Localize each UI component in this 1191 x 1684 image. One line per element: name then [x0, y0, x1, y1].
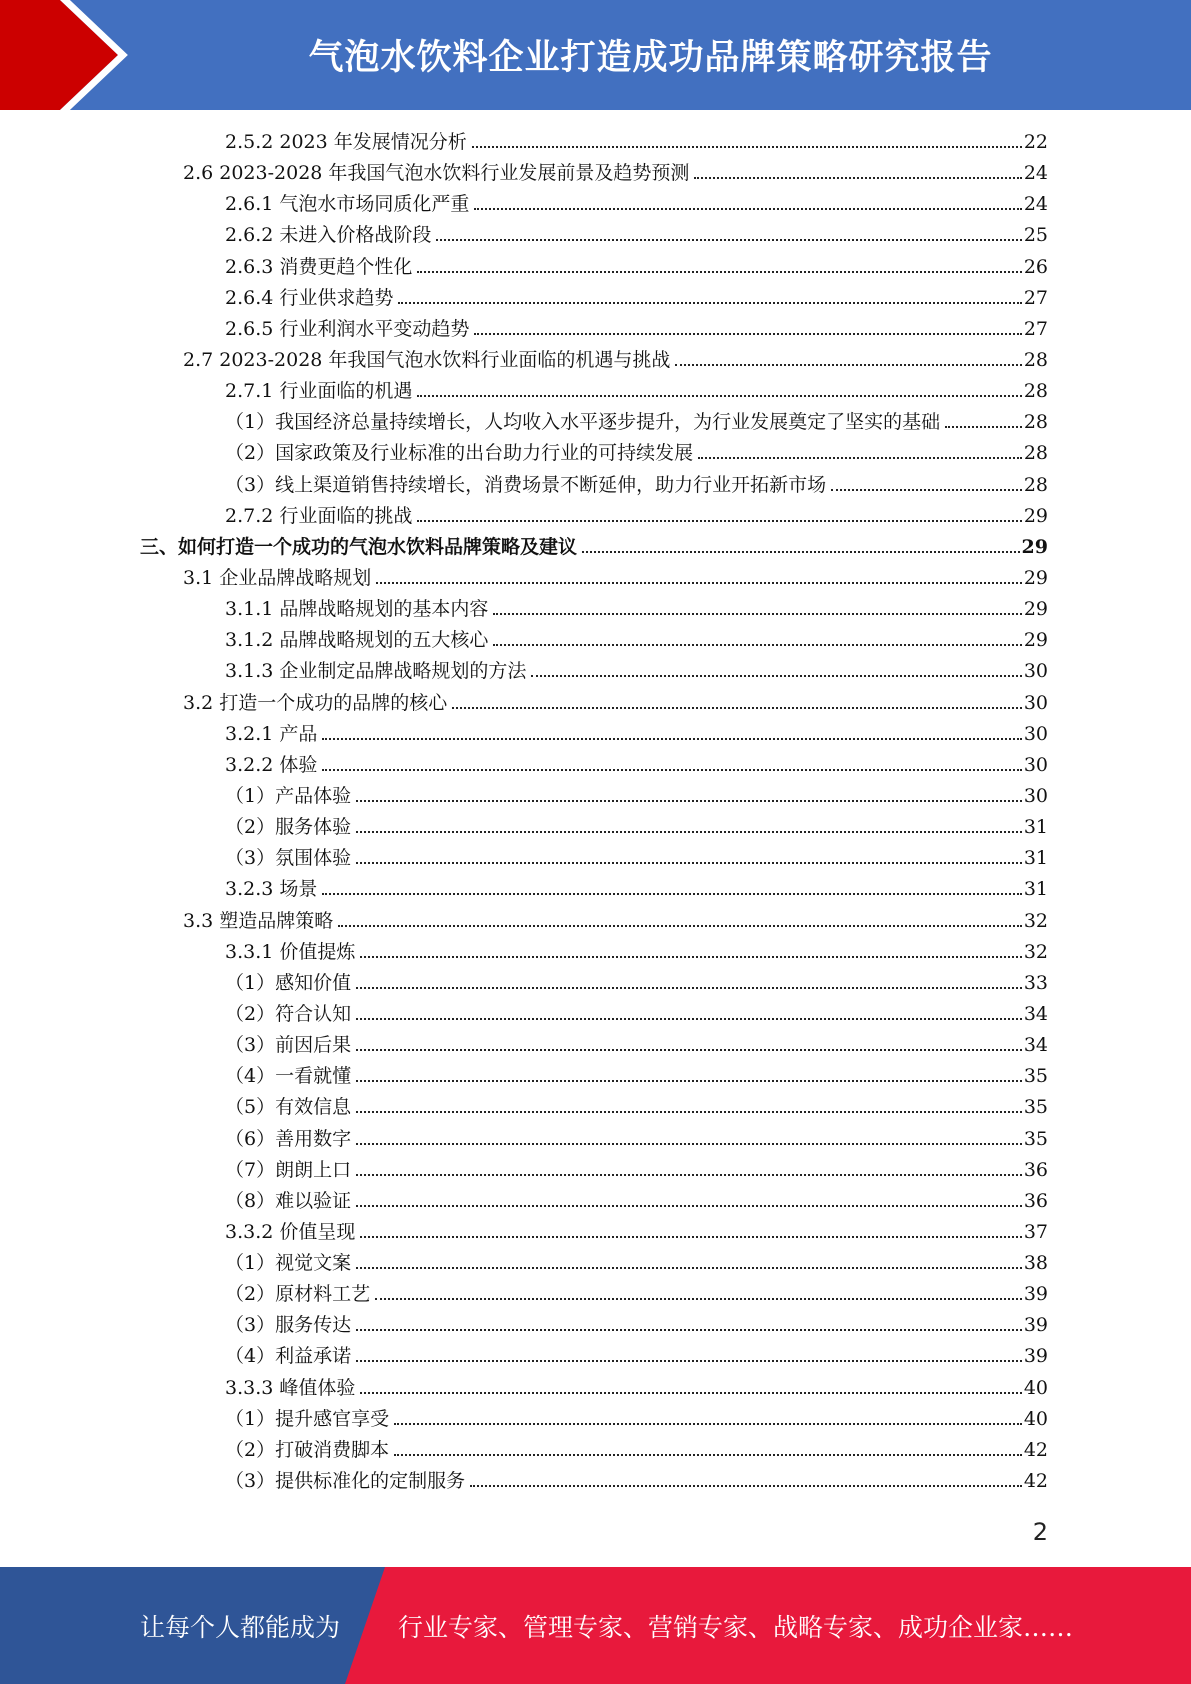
toc-entry[interactable] [0, 1030, 1191, 1061]
toc-entry-title: 3.2.2 体验 [225, 753, 318, 776]
table-of-contents [0, 127, 1191, 1497]
toc-entry-title: 3.1.1 品牌战略规划的基本内容 [225, 598, 489, 621]
toc-entry-title: 2.7 2023-2028 年我国气泡水饮料行业面临的机遇与挑战 [183, 348, 671, 371]
toc-dot-leader [356, 1342, 1022, 1362]
toc-dot-leader [322, 720, 1021, 740]
toc-entry-page: 35 [1023, 1065, 1048, 1088]
toc-entry-title: 2.6.1 气泡水市场同质化严重 [225, 193, 470, 216]
toc-entry-page: 37 [1023, 1220, 1048, 1243]
toc-entry[interactable] [0, 781, 1191, 812]
report-header [0, 0, 1191, 110]
toc-entry-page: 39 [1023, 1345, 1048, 1368]
toc-entry[interactable] [0, 1279, 1191, 1310]
toc-dot-leader [831, 471, 1022, 491]
toc-entry[interactable] [0, 438, 1191, 469]
toc-entry[interactable] [0, 843, 1191, 874]
toc-entry[interactable] [0, 127, 1191, 158]
toc-entry[interactable] [0, 532, 1191, 563]
toc-entry-page: 24 [1023, 193, 1048, 216]
toc-dot-leader [356, 1187, 1022, 1207]
toc-entry[interactable] [0, 501, 1191, 532]
toc-entry[interactable] [0, 220, 1191, 251]
toc-entry-page: 36 [1023, 1189, 1048, 1212]
toc-entry-title: 3.2.3 场景 [225, 878, 318, 901]
toc-entry-title: （1）我国经济总量持续增长，人均收入水平逐步提升，为行业发展奠定了坚实的基础 [225, 411, 941, 434]
toc-entry[interactable] [0, 1373, 1191, 1404]
toc-entry-page: 28 [1023, 442, 1048, 465]
toc-entry[interactable] [0, 283, 1191, 314]
toc-entry[interactable] [0, 1155, 1191, 1186]
toc-entry-title: （6）善用数字 [225, 1127, 352, 1150]
toc-entry-page: 28 [1023, 473, 1048, 496]
toc-entry-page: 27 [1023, 286, 1048, 309]
toc-dot-leader [417, 253, 1021, 273]
toc-entry-page: 40 [1023, 1407, 1048, 1430]
toc-entry-title: 2.6.3 消费更趋个性化 [225, 255, 413, 278]
toc-entry-page: 31 [1023, 816, 1048, 839]
toc-entry-page: 40 [1023, 1376, 1048, 1399]
toc-dot-leader [356, 1000, 1022, 1020]
toc-entry-page: 42 [1023, 1438, 1048, 1461]
toc-entry-page: 34 [1023, 1034, 1048, 1057]
toc-entry-page: 33 [1023, 971, 1048, 994]
toc-dot-leader [394, 1405, 1022, 1425]
toc-entry[interactable] [0, 688, 1191, 719]
toc-dot-leader [417, 502, 1021, 522]
toc-entry-title: 3.3 塑造品牌策略 [183, 909, 334, 932]
toc-dot-leader [436, 221, 1021, 241]
toc-dot-leader [375, 1280, 1022, 1300]
toc-entry[interactable] [0, 1248, 1191, 1279]
toc-entry-title: （4）利益承诺 [225, 1345, 352, 1368]
toc-entry-page: 29 [1023, 629, 1048, 652]
toc-entry-title: （1）提升感官享受 [225, 1407, 390, 1430]
toc-entry-title: 3.1.2 品牌战略规划的五大核心 [225, 629, 489, 652]
toc-dot-leader [360, 1374, 1021, 1394]
toc-dot-leader [582, 533, 1020, 553]
toc-dot-leader [675, 346, 1021, 366]
toc-entry-title: （7）朗朗上口 [225, 1158, 352, 1181]
toc-entry[interactable] [0, 1466, 1191, 1497]
toc-entry[interactable] [0, 1435, 1191, 1466]
toc-entry[interactable] [0, 1404, 1191, 1435]
toc-entry-page: 32 [1023, 909, 1048, 932]
toc-dot-leader [698, 439, 1022, 459]
toc-dot-leader [356, 1062, 1022, 1082]
page-number: 2 [1032, 1518, 1048, 1546]
toc-entry[interactable] [0, 625, 1191, 656]
report-title: 气泡水饮料企业打造成功品牌策略研究报告 [308, 38, 993, 78]
toc-entry-page: 29 [1021, 535, 1048, 558]
toc-entry[interactable] [0, 189, 1191, 220]
toc-dot-leader [452, 689, 1022, 709]
toc-dot-leader [322, 751, 1021, 771]
toc-dot-leader [356, 782, 1022, 802]
toc-entry-page: 30 [1023, 753, 1048, 776]
toc-entry-title: （3）前因后果 [225, 1034, 352, 1057]
toc-dot-leader [338, 907, 1022, 927]
footer-slogan-right: 行业专家、管理专家、营销专家、战略专家、成功企业家…… [398, 1612, 1074, 1642]
toc-entry-title: 2.6.5 行业利润水平变动趋势 [225, 317, 470, 340]
toc-entry-page: 28 [1023, 380, 1048, 403]
toc-dot-leader [376, 564, 1022, 584]
toc-entry-title: 3.2.1 产品 [225, 722, 318, 745]
toc-entry-title: 2.7.1 行业面临的机遇 [225, 380, 413, 403]
toc-entry[interactable] [0, 1061, 1191, 1092]
toc-entry-title: （2）打破消费脚本 [225, 1438, 390, 1461]
toc-dot-leader [356, 969, 1022, 989]
toc-entry[interactable] [0, 594, 1191, 625]
toc-entry[interactable] [0, 812, 1191, 843]
toc-entry-title: 3.3.1 价值提炼 [225, 940, 356, 963]
toc-entry-page: 30 [1023, 784, 1048, 807]
toc-entry[interactable] [0, 750, 1191, 781]
toc-dot-leader [694, 159, 1021, 179]
toc-entry[interactable] [0, 407, 1191, 438]
toc-dot-leader [356, 1311, 1022, 1331]
toc-entry-title: 3.1 企业品牌战略规划 [183, 566, 372, 589]
toc-dot-leader [474, 315, 1021, 335]
toc-dot-leader [356, 1249, 1022, 1269]
toc-entry[interactable] [0, 1310, 1191, 1341]
toc-entry-page: 36 [1023, 1158, 1048, 1181]
toc-entry-page: 24 [1023, 162, 1048, 185]
toc-entry[interactable] [0, 158, 1191, 189]
toc-entry-page: 32 [1023, 940, 1048, 963]
toc-dot-leader [356, 813, 1022, 833]
toc-entry-title: 2.6.2 未进入价格战阶段 [225, 224, 432, 247]
toc-entry-page: 30 [1023, 722, 1048, 745]
toc-entry[interactable] [0, 1092, 1191, 1123]
toc-entry-title: （2）符合认知 [225, 1002, 352, 1025]
toc-entry-title: （3）氛围体验 [225, 847, 352, 870]
toc-entry[interactable] [0, 874, 1191, 905]
toc-entry[interactable] [0, 719, 1191, 750]
toc-entry[interactable] [0, 937, 1191, 968]
toc-entry[interactable] [0, 563, 1191, 594]
toc-entry-page: 28 [1023, 411, 1048, 434]
toc-entry-title: （1）感知价值 [225, 971, 352, 994]
toc-entry-page: 35 [1023, 1127, 1048, 1150]
toc-entry-title: 2.7.2 行业面临的挑战 [225, 504, 413, 527]
toc-entry-page: 22 [1023, 131, 1048, 153]
toc-entry[interactable] [0, 1124, 1191, 1155]
toc-entry-title: （1）产品体验 [225, 784, 352, 807]
toc-dot-leader [356, 844, 1022, 864]
toc-entry-page: 30 [1023, 691, 1048, 714]
toc-entry-page: 28 [1023, 348, 1048, 371]
toc-entry-title: （8）难以验证 [225, 1189, 352, 1212]
toc-dot-leader [356, 1156, 1022, 1176]
toc-entry[interactable] [0, 252, 1191, 283]
toc-entry[interactable] [0, 656, 1191, 687]
toc-entry-page: 35 [1023, 1096, 1048, 1119]
toc-entry[interactable] [0, 1217, 1191, 1248]
toc-entry-title: 三、如何打造一个成功的气泡水饮料品牌策略及建议 [140, 535, 578, 558]
toc-entry-title: （5）有效信息 [225, 1096, 352, 1119]
toc-entry-page: 31 [1023, 878, 1048, 901]
header-arrow-decoration [0, 0, 150, 110]
toc-dot-leader [356, 1031, 1022, 1051]
toc-entry-title: 2.6 2023-2028 年我国气泡水饮料行业发展前景及趋势预测 [183, 162, 690, 185]
toc-dot-leader [474, 190, 1021, 210]
toc-dot-leader [360, 1218, 1021, 1238]
toc-entry[interactable] [0, 314, 1191, 345]
toc-entry[interactable] [0, 345, 1191, 376]
footer-slogan-left: 让每个人都能成为 [140, 1612, 341, 1642]
toc-entry-page: 39 [1023, 1283, 1048, 1306]
toc-dot-leader [360, 938, 1021, 958]
toc-entry[interactable] [0, 968, 1191, 999]
toc-entry-page: 38 [1023, 1252, 1048, 1275]
toc-entry-page: 27 [1023, 317, 1048, 340]
toc-entry-title: 2.6.4 行业供求趋势 [225, 286, 394, 309]
toc-entry-page: 39 [1023, 1314, 1048, 1337]
toc-entry-title: 3.2 打造一个成功的品牌的核心 [183, 691, 448, 714]
toc-entry-title: （2）服务体验 [225, 816, 352, 839]
toc-entry-page: 34 [1023, 1002, 1048, 1025]
toc-dot-leader [417, 377, 1021, 397]
toc-dot-leader [945, 408, 1022, 428]
footer-banner [0, 1567, 1191, 1684]
toc-dot-leader [472, 128, 1022, 148]
toc-entry[interactable] [0, 1186, 1191, 1217]
toc-entry-title: （3）服务传达 [225, 1314, 352, 1337]
toc-entry-title: （3）线上渠道销售持续增长，消费场景不断延伸，助力行业开拓新市场 [225, 473, 827, 496]
toc-dot-leader [398, 284, 1021, 304]
toc-entry-page: 29 [1023, 566, 1048, 589]
toc-entry-title: （2）国家政策及行业标准的出台助力行业的可持续发展 [225, 442, 694, 465]
toc-entry-title: （3）提供标准化的定制服务 [225, 1470, 466, 1493]
toc-entry-title: 3.3.3 峰值体验 [225, 1376, 356, 1399]
toc-dot-leader [322, 875, 1021, 895]
toc-entry-title: 2.5.2 2023 年发展情况分析 [225, 131, 467, 153]
toc-entry[interactable] [0, 999, 1191, 1030]
toc-entry-title: （4）一看就懂 [225, 1065, 352, 1088]
toc-dot-leader [356, 1093, 1022, 1113]
toc-dot-leader [493, 595, 1021, 615]
toc-entry-page: 29 [1023, 598, 1048, 621]
toc-dot-leader [394, 1436, 1022, 1456]
toc-entry-title: （2）原材料工艺 [225, 1283, 371, 1306]
toc-entry-page: 30 [1023, 660, 1048, 683]
toc-entry-title: （1）视觉文案 [225, 1252, 352, 1275]
toc-entry-page: 31 [1023, 847, 1048, 870]
toc-entry-page: 25 [1023, 224, 1048, 247]
toc-entry[interactable] [0, 906, 1191, 937]
toc-entry-title: 3.3.2 价值呈现 [225, 1220, 356, 1243]
toc-entry-page: 42 [1023, 1470, 1048, 1493]
toc-dot-leader [493, 626, 1021, 646]
toc-entry[interactable] [0, 470, 1191, 501]
toc-dot-leader [531, 657, 1021, 677]
toc-entry-page: 29 [1023, 504, 1048, 527]
toc-entry[interactable] [0, 1341, 1191, 1372]
toc-entry-title: 3.1.3 企业制定品牌战略规划的方法 [225, 660, 527, 683]
toc-dot-leader [470, 1467, 1022, 1487]
toc-entry-page: 26 [1023, 255, 1048, 278]
toc-entry[interactable] [0, 376, 1191, 407]
toc-dot-leader [356, 1125, 1022, 1145]
